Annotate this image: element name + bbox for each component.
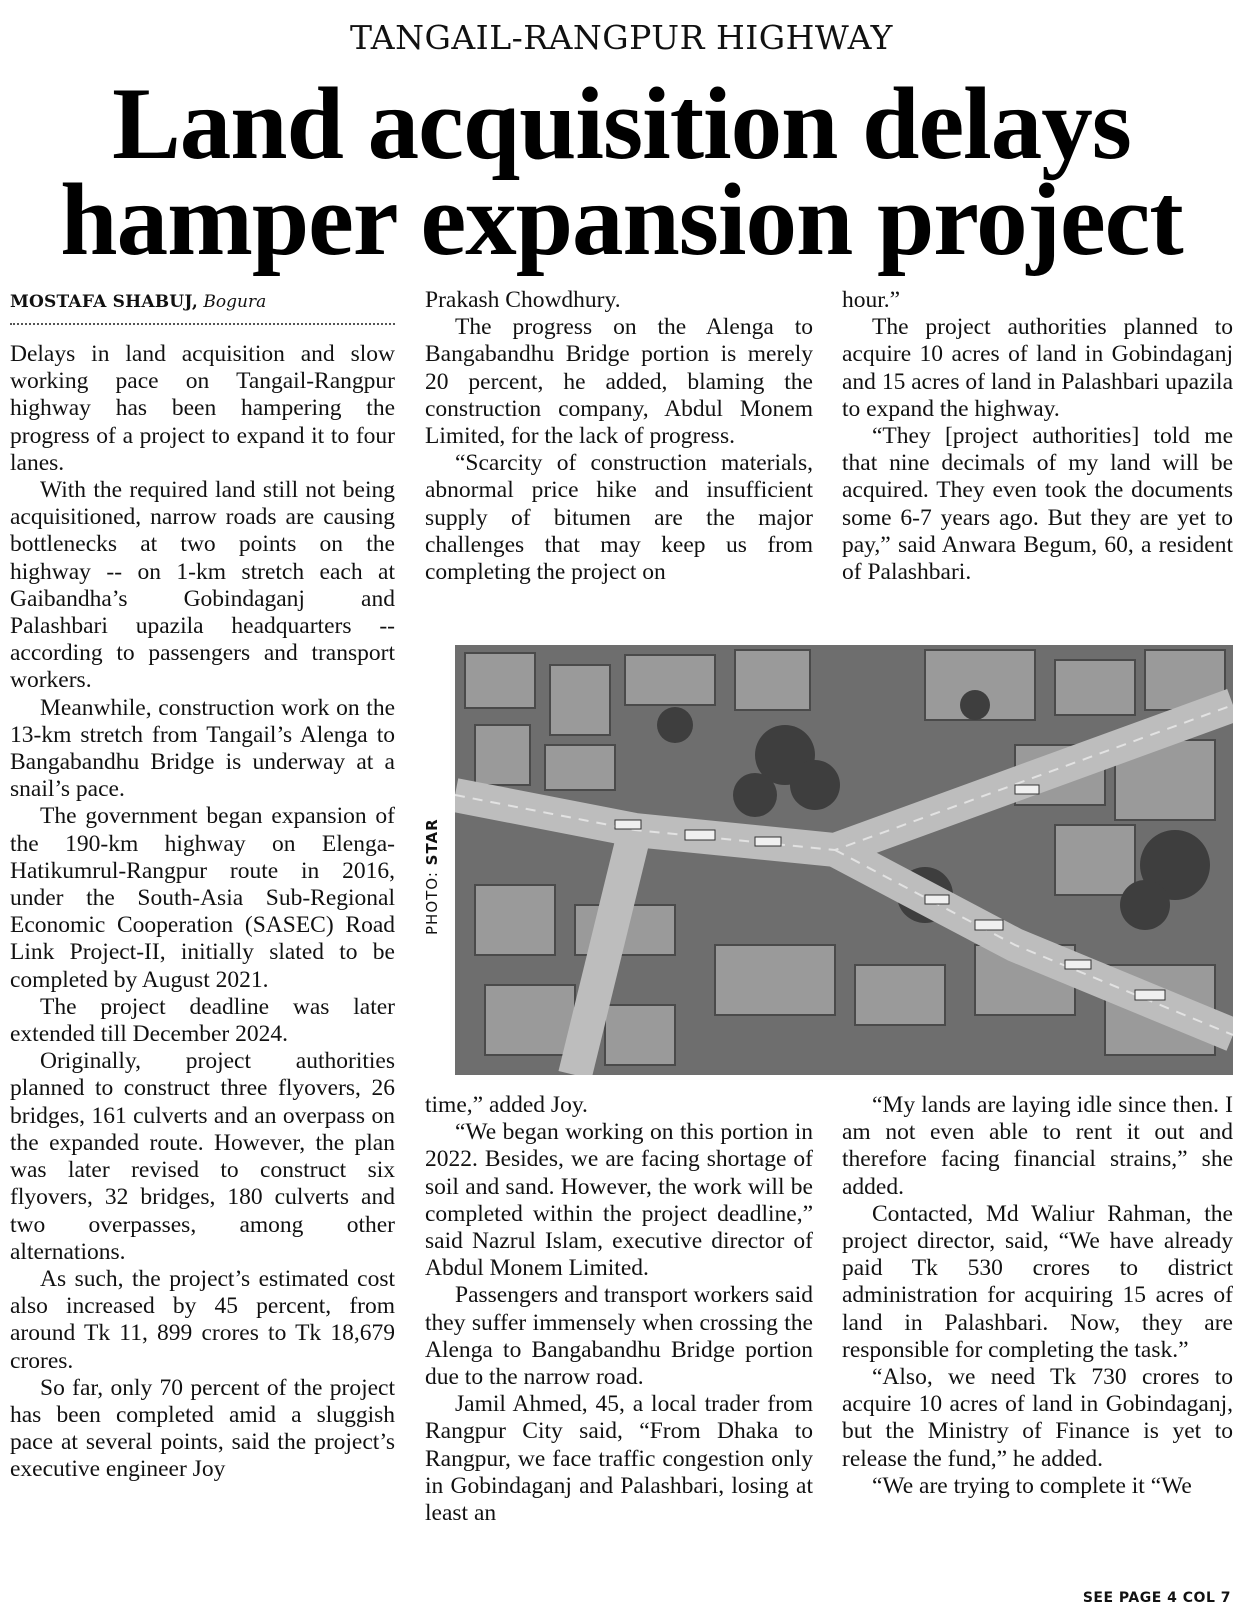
- paragraph: “We are trying to complete it “We: [872, 1472, 1192, 1499]
- paragraph: Delays in land acquisition and slow working pace on Tangail-Rangpur highway has been hampering the progress of a project to expand it to four lanes.: [10, 341, 395, 476]
- byline: [10, 292, 395, 312]
- section-kicker: TANGAIL-RANGPUR HIGHWAY: [350, 18, 893, 57]
- paragraph: Contacted, Md Waliur Rahman, the project director, said, “We have already paid Tk 530 crores to district administration for acquiring 15 acres of land in Palashbari. Now, they are responsible for completing the task.”: [842, 1200, 1233, 1363]
- column-2-top: [425, 287, 813, 586]
- paragraph: hour.”: [842, 287, 901, 313]
- column-2-bottom: [425, 1092, 813, 1527]
- column-3-bottom: [842, 1092, 1233, 1500]
- paragraph: “Scarcity of construction materials, abnormal price hike and insufficient supply of bitumen are the major challenges that may keep us from completing the project on: [425, 450, 813, 586]
- paragraph: Prakash Chowdhury.: [425, 287, 621, 313]
- paragraph: As such, the project’s estimated cost also increased by 45 percent, from around Tk 11, 899 crores to Tk 18,679 crores.: [10, 1265, 395, 1374]
- paragraph: Passengers and transport workers said they suffer immensely when crossing the Alenga to Bangabandhu Bridge portion due to the narrow road.: [425, 1282, 813, 1391]
- byline-location: Bogura: [203, 292, 267, 312]
- headline: [0, 67, 1243, 277]
- column-1: [10, 341, 395, 1484]
- paragraph: “They [project authorities] told me that nine decimals of my land will be acquired. They even took the documents some 6-7 years ago. But they are yet to pay,” said Anwara Begum, 60, a resident of Palashbari.: [842, 423, 1233, 586]
- headline-line-1: Land acquisition delays: [112, 67, 1131, 181]
- paragraph: So far, only 70 percent of the project has been completed amid a sluggish pace at several points, said the project’s executive engineer Joy: [10, 1374, 395, 1483]
- column-3-top: [842, 287, 1233, 586]
- paragraph: The progress on the Alenga to Bangabandhu Bridge portion is merely 20 percent, he added, blaming the construction company, Abdul Monem Limited, for the lack of progress.: [425, 314, 813, 450]
- paragraph: “We began working on this portion in 2022. Besides, we are facing shortage of soil and sand. However, the work will be completed within the project deadline,” said Nazrul Islam, executive director of Abdul Monem Limited.: [425, 1119, 813, 1282]
- photo-credit-prefix: PHOTO:: [423, 871, 441, 935]
- photo-credit-source: STAR: [423, 818, 441, 866]
- jump-line[interactable]: SEE PAGE 4 COL 7: [1082, 1590, 1231, 1606]
- paragraph: time,” added Joy.: [425, 1092, 588, 1118]
- paragraph: “Also, we need Tk 730 crores to acquire 10 acres of land in Gobindaganj, but the Ministry of Finance is yet to release the fund,” he added.: [842, 1364, 1233, 1472]
- paragraph: Meanwhile, construction work on the 13-km stretch from Tangail’s Alenga to Bangabandhu Bridge is underway at a snail’s pace.: [10, 694, 395, 803]
- byline-author: MOSTAFA SHABUJ,: [10, 292, 198, 312]
- paragraph: The project deadline was later extended till December 2024.: [10, 993, 395, 1048]
- byline-divider: [10, 323, 395, 325]
- paragraph: “My lands are laying idle since then. I am not even able to rent it out and therefore facing financial strains,” she added.: [842, 1092, 1233, 1200]
- aerial-photo-illustration: [455, 645, 1233, 1075]
- paragraph: With the required land still not being acquisitioned, narrow roads are causing bottlenecks at two points on the highway -- on 1-km stretch each at Gaibandha’s Gobindaganj and Palashbari upazila headquarters -- according to passengers and transport workers.: [10, 477, 395, 694]
- paragraph: Originally, project authorities planned to construct three flyovers, 26 bridges, 161 culverts and an overpass on the expanded route. However, the plan was later revised to construct six flyovers, 32 bridges, 180 culverts and two overpasses, among other alternations.: [10, 1048, 395, 1265]
- paragraph: Jamil Ahmed, 45, a local trader from Rangpur City said, “From Dhaka to Rangpur, we face traffic congestion only in Gobindaganj and Palashbari, losing at least an: [425, 1391, 813, 1527]
- headline-line-2: hamper expansion project: [60, 163, 1183, 277]
- aerial-photo: [455, 645, 1233, 1075]
- paragraph: The project authorities planned to acquire 10 acres of land in Gobindaganj and 15 acres of land in Palashbari upazila to expand the highway.: [842, 314, 1233, 422]
- photo-credit: [423, 795, 441, 935]
- paragraph: The government began expansion of the 190-km highway on Elenga-Hatikumrul-Rangpur route in 2016, under the South-Asia Sub-Regional Economic Cooperation (SASEC) Road Link Project-II, initially slated to be completed by August 2021.: [10, 803, 395, 993]
